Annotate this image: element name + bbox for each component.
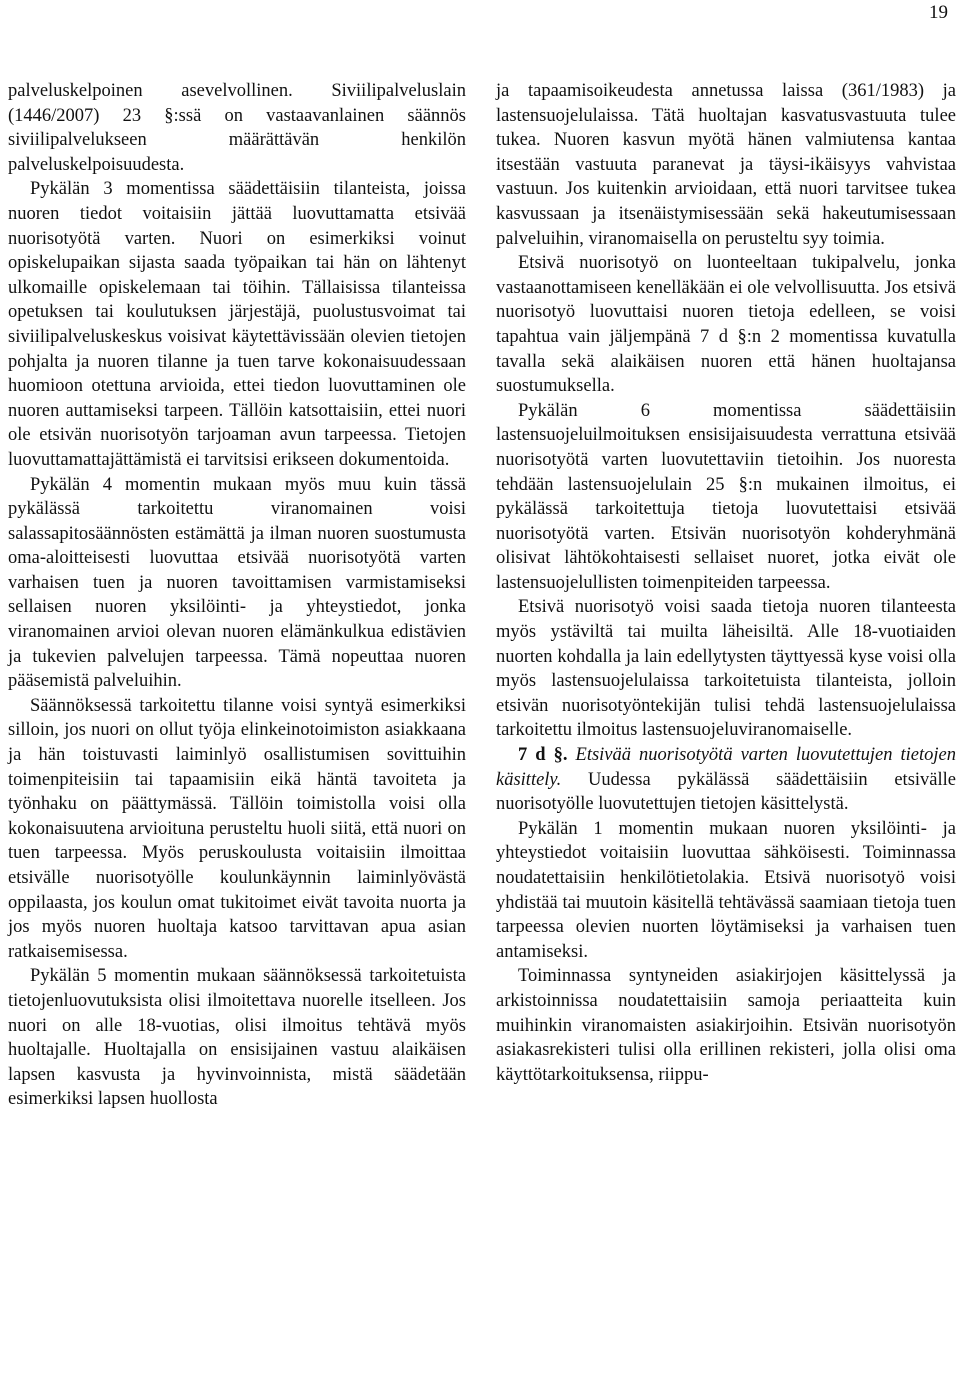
paragraph: palveluskelpoinen asevelvollinen. Siviilipalveluslain (1446/2007) 23 §:ssä on vastaavanlainen säännös siviilipalvelukseen määrättävän henkilön palveluskelpoisuudesta. [8,81,466,175]
left-column [8,79,466,1112]
section-number: 7 d §. [518,745,568,766]
paragraph: Toiminnassa syntyneiden asiakirjojen käsittelyssä ja arkistoinnissa noudatettaisiin samoja periaatteita kuin muihinkin viranomaisten asiakirjoihin. Etsivän nuorisotyön asiakasrekisteri tulisi olla erillinen rekisteri, jolla olisi oma käyttötarkoituksensa, riippu- [496,966,956,1085]
section-title: Etsivää nuorisotyötä varten luovutettujen tietojen käsittely. [496,745,956,790]
paragraph: Säännöksessä tarkoitettu tilanne voisi syntyä esimerkiksi silloin, jos nuori on ollut työja elinkeinotoimiston asiakkaana ja hän toistuvasti laiminlyö osallistumisen sovittuihin toimenpiteisiin tai tapaamisiin eikä häntä tavoiteta ja työnhaku on päättymässä. Tällöin toimistolla voisi olla kokonaisuutena arvioituna perusteltu huoli siitä, että nuori on tuen tarpeessa. Myös peruskoulusta voitaisiin ilmoittaa etsivälle nuorisotyölle koulunkäynnin laiminlyövästä oppilaasta, jos koulun omat tukitoimet eivät tavoita nuorta ja jos myös nuoren huoltaja katsoo tarvittavan apua asian ratkaisemisessa. [8,695,466,962]
paragraph: Etsivä nuorisotyö voisi saada tietoja nuoren tilanteesta myös ystäviltä tai muilta läheisiltä. Alle 18-vuotiaiden nuorten kohdalla ja lain edellytysten täyttyessä kyse voisi olla myös lastensuojelulaissa tarkoitetuista tilanteista, jolloin etsivän nuorisotyöntekijän tulisi tehdä lastensuojelulaissa tarkoitettu ilmoitus lastensuojeluviranomaiselle. [496,597,956,741]
page-number: 19 [929,2,948,23]
paragraph: ja tapaamisoikeudesta annetussa laissa (361/1983) ja lastensuojelulaissa. Tätä huoltajan kasvatusvastuuta tulee tukea. Nuoren kasvun myötä hänen valmiutensa kantaa itsestään vastuuta paranevat ja täysi-ikäisyys vahvistaa vastuun. Jos kuitenkin arvioidaan, että nuori tarvitsee tukea kasvussaan ja itsenäistymisessään sekä hakeutumisessaan palveluihin, viranomaisella on perusteltu syy toimia. [496,81,956,249]
paragraph: Pykälän 4 momentin mukaan myös muu kuin tässä pykälässä tarkoitettu viranomainen voisi salassapitosäännösten estämättä ja ilman nuoren suostumusta oma-aloitteisesti luovuttaa etsivää nuorisotyötä varten varhaisen tuen ja nuoren tavoittamisen varmistamiseksi sellaisen nuoren yksilöinti- ja yhteystiedot, jonka viranomainen arvioi olevan nuoren elämänkulkua edistävien ja tukevien palvelujen tarpeessa. Tämä nopeuttaa nuoren pääsemistä palveluihin. [8,474,466,692]
paragraph: Pykälän 1 momentin mukaan nuoren yksilöinti- ja yhteystiedot voitaisiin luovuttaa sähköisesti. Toiminnassa noudatettaisiin henkilötietolakia. Etsivä nuorisotyö voisi yhdistää tai muutoin käsitellä tehtävässä saamiaan tietoja tuen tarpeessa olevien nuorten löytämiseksi ja varhaisen tuen antamiseksi. [496,818,956,962]
paragraph: Pykälän 5 momentin mukaan säännöksessä tarkoitetuista tietojenluovutuksista olisi ilmoitettava nuorelle itselleen. Jos nuori on alle 18-vuotias, olisi ilmoitus tehtävä myös huoltajalle. Huoltajalla on ensisijainen vastuu alaikäisen lapsen kasvusta ja hyvinvoinnista, mistä säädetään esimerkiksi lapsen huollosta [8,966,466,1110]
section-heading-paragraph [496,743,956,817]
paragraph: Pykälän 3 momentissa säädettäisiin tilanteista, joissa nuoren tiedot voitaisiin jättää luovuttamatta etsivää nuorisotyötä varten. Nuori on esimerkiksi voinut opiskelupaikan sijasta saada työpaikan tai hän on lähtenyt ulkomaille opiskelemaan tai töihin. Tällaisissa tilanteissa opetuksen tai koulutuksen järjestäjä, puolustusvoimat tai siviilipalveluskeskus voisivat käytettävissään olevien tietojen pohjalta ja nuoren tilanne ja tuen tarve kokonaisuudessaan huomioon otettuna arvioida, ettei tiedon luovuttaminen ole nuoren auttamiseksi tarpeen. Tällöin katsottaisiin, ettei nuori ole etsivän nuorisotyön tarjoaman avun tarpeessa. Tietojen luovuttamattajättämistä ei tarvitsisi erikseen dokumentoida. [8,179,466,470]
section-text: Uudessa pykälässä säädettäisiin etsivälle nuorisotyölle luovutettujen tietojen käsittelystä. [496,769,956,815]
right-column [496,79,956,1087]
paragraph: Pykälän 6 momentissa säädettäisiin lastensuojeluilmoituksen ensisijaisuudesta verrattuna etsivää nuorisotyötä varten luovutettaviin tietoihin. Jos nuoresta tehdään lastensuojelulain 25 §:n mukainen ilmoitus, ei pykälässä tarkoitettuja tietoja luovutettaisi etsivää nuorisotyötä varten. Etsivän nuorisotyön kohderyhmänä olisivat lähtökohtaisesti sellaiset nuoret, jotka eivät ole lastensuojelullisten toimenpiteiden tarpeessa. [496,400,956,593]
paragraph: Etsivä nuorisotyö on luonteeltaan tukipalvelu, jonka vastaanottamiseen kenelläkään ei ole velvollisuutta. Jos etsivä nuorisotyö luovuttaisi nuoren tietoja edelleen, se voisi tapahtua vain jäljempänä 7 d §:n 2 momentissa kuvatulla tavalla sekä alaikäisen nuoren että hänen huoltajansa suostumuksella. [496,253,956,397]
